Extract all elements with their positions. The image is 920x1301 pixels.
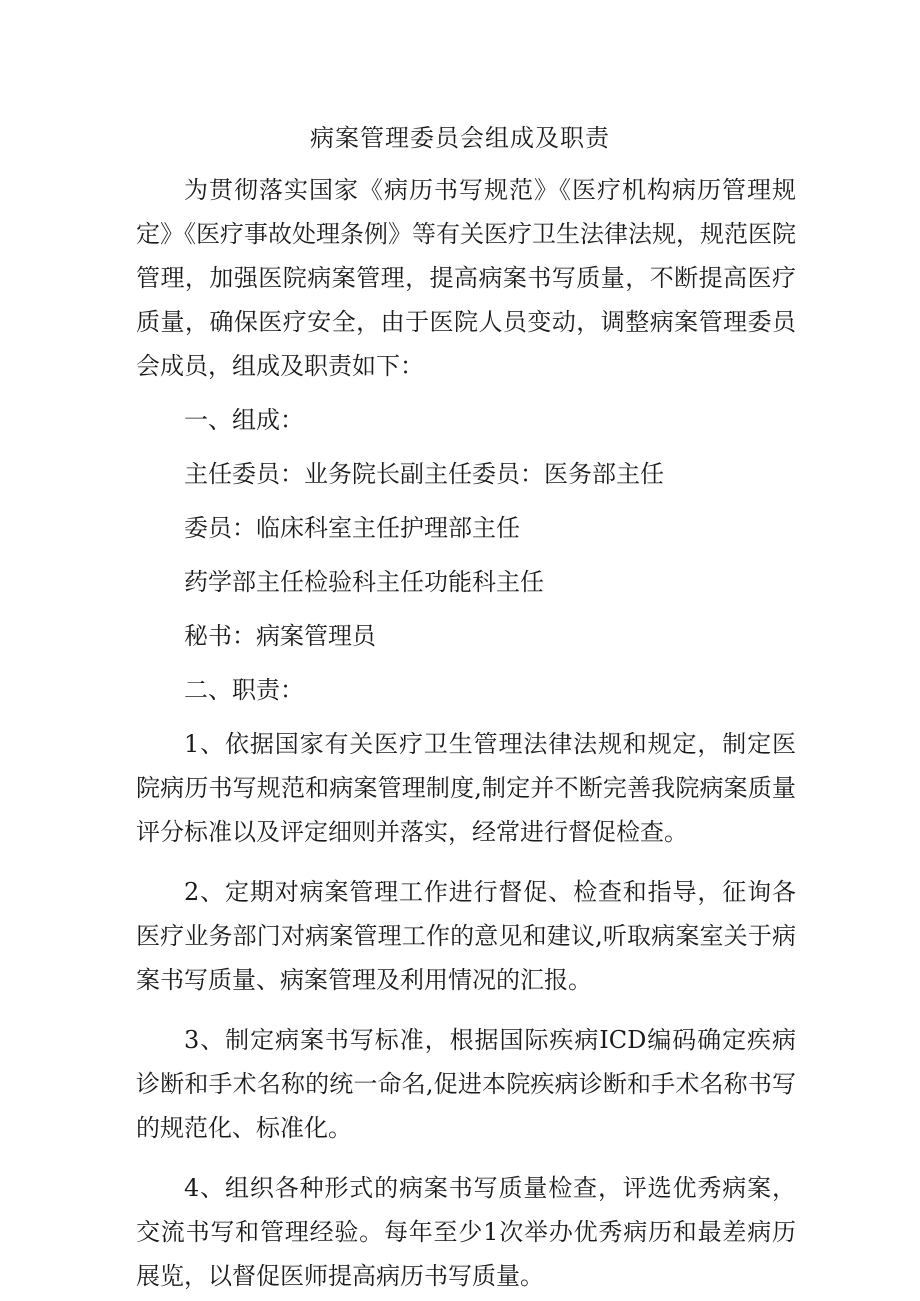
composition-line-members: 委员：临床科室主任护理部主任 [184,514,520,542]
duty-paragraph-1: 1、依据国家有关医疗卫生管理法律法规和规定，制定医院病历书写规范和病案管理制度,制定并不断完善我院病案质量评分标准以及评定细则并落实，经常进行督促检查。 [136,730,796,846]
composition-line-members-cont: 药学部主任检验科主任功能科主任 [184,568,544,596]
duty-paragraph-3: 3、制定病案书写标准，根据国际疾病ICD编码确定疾病诊断和手术名称的统一命名,促进本院疾病诊断和手术名称书写的规范化、标准化。 [136,1026,796,1142]
intro-paragraph: 为贯彻落实国家《病历书写规范》《医疗机构病历管理规定》《医疗事故处理条例》等有关医疗卫生法律法规，规范医院管理，加强医院病案管理，提高病案书写质量，不断提高医疗质量，确保医疗安全，由于医院人员变动，调整病案管理委员会成员，组成及职责如下： [136,176,796,380]
section-heading-composition: 一、组成： [184,406,304,434]
document-body [136,168,796,1298]
duty-paragraph-4: 4、组织各种形式的病案书写质量检查，评选优秀病案，交流书写和管理经验。每年至少1次举办优秀病历和最差病历展览，以督促医师提高病历书写质量。 [136,1174,796,1290]
composition-line-secretary: 秘书：病案管理员 [184,622,376,650]
document-title: 病案管理委员会组成及职责 [310,124,610,152]
section-heading-duties: 二、职责： [184,676,304,704]
composition-line-chair: 主任委员：业务院长副主任委员：医务部主任 [184,460,664,488]
duty-paragraph-2: 2、定期对病案管理工作进行督促、检查和指导，征询各医疗业务部门对病案管理工作的意见和建议,听取病案室关于病案书写质量、病案管理及利用情况的汇报。 [136,878,796,994]
